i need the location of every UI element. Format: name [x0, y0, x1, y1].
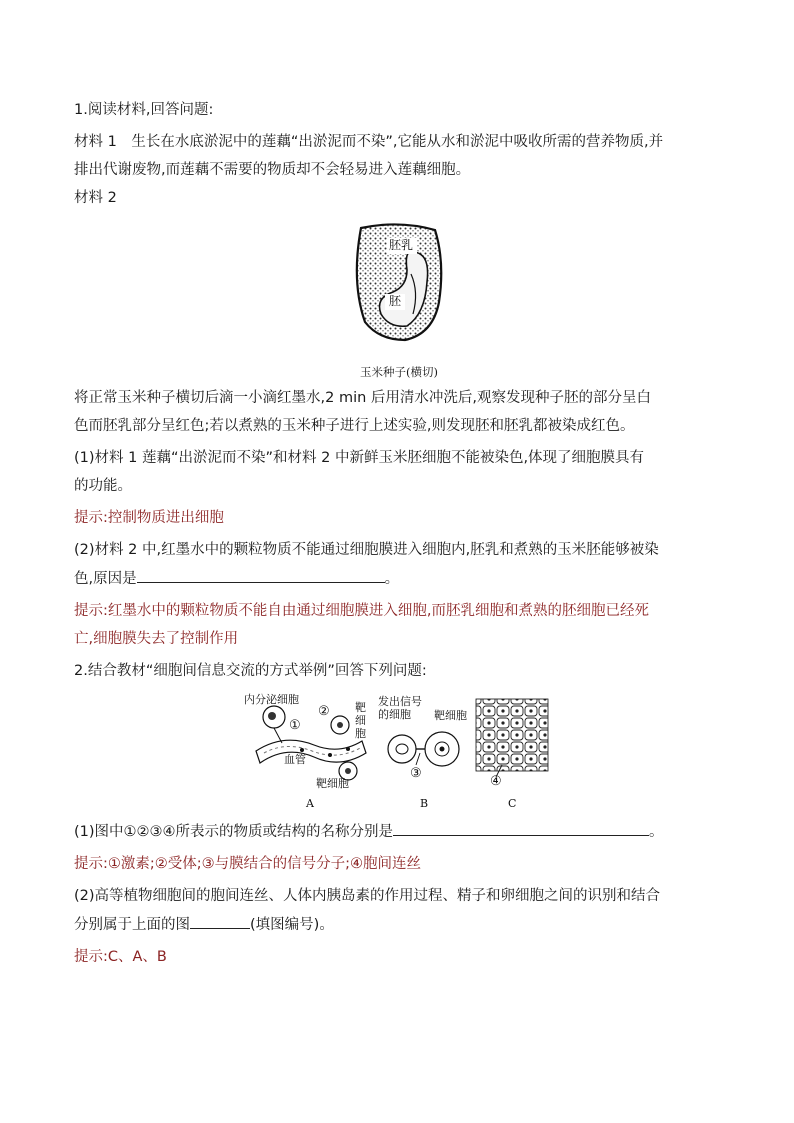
panel-b-label: B: [420, 797, 429, 810]
label-target-cell-a: 靶细胞: [355, 701, 366, 740]
mark-2: ②: [318, 704, 330, 719]
q2-title: 2.结合教材“细胞间信息交流的方式举例”回答下列问题:: [74, 663, 427, 679]
q2-sub1-suffix: 。: [649, 824, 664, 840]
panel-c-label: C: [508, 797, 517, 810]
mark-1: ①: [289, 718, 301, 733]
q2-hint2: 提示:C、A、B: [74, 949, 167, 965]
q1-material1-line1: 材料 1 生长在水底淤泥中的莲藕“出淤泥而不染”,它能从水和淤泥中吸收所需的营养物质,并: [74, 134, 664, 150]
q1-sub1-line2: 的功能。: [74, 478, 132, 494]
label-embryo: 胚: [389, 294, 402, 308]
q1-sub2-answer-blank[interactable]: [137, 564, 385, 583]
q1-title: 1.阅读材料,回答问题:: [74, 102, 214, 118]
q2-sub2-line2: [74, 910, 724, 939]
q2-sub2-suffix: (填图编号)。: [250, 917, 334, 933]
q1-sub2-line1: (2)材料 2 中,红墨水中的颗粒物质不能通过细胞膜进入细胞内,胚乳和煮熟的玉米胚能够被染: [74, 542, 659, 558]
label-endocrine-cell: 内分泌细胞: [244, 693, 299, 706]
worksheet: [74, 96, 724, 971]
q2-sub2-line1: (2)高等植物细胞间的胞间连丝、人体内胰岛素的作用过程、精子和卵细胞之间的识别和结合: [74, 888, 661, 904]
mark-4: ④: [490, 774, 502, 789]
q1-hint2-line2: 亡,细胞膜失去了控制作用: [74, 631, 239, 647]
q1-sub2-line2: [74, 564, 724, 593]
q2-hint1: 提示:①激素;②受体;③与膜结合的信号分子;④胞间连丝: [74, 856, 422, 872]
q1-material2-line2: 色而胚乳部分呈红色;若以煮熟的玉米种子进行上述实验,则发现胚和胚乳都被染成红色。: [74, 418, 635, 434]
q1-sub2-suffix: 。: [384, 571, 400, 587]
q1-hint2-line1: 提示:红墨水中的颗粒物质不能自由通过细胞膜进入细胞,而胚乳细胞和煮熟的胚细胞已经死: [74, 603, 649, 619]
q2-sub1-answer-blank[interactable]: [393, 817, 649, 836]
q1-sub1-line1: (1)材料 1 莲藕“出淤泥而不染”和材料 2 中新鲜玉米胚细胞不能被染色,体现了细胞膜具有: [74, 450, 645, 466]
q2-sub1: [74, 817, 724, 846]
label-signal-cell: 发出信号的细胞: [378, 695, 422, 721]
q2-sub2-answer-blank[interactable]: [190, 910, 250, 929]
q2-sub2-prefix: 分别属于上面的图: [74, 917, 190, 933]
panel-a-label: A: [306, 797, 314, 810]
cell-signaling-figure: [244, 693, 554, 811]
q1-material1-line2: 排出代谢废物,而莲藕不需要的物质却不会轻易进入莲藕细胞。: [74, 162, 471, 178]
corn-seed-figure: [349, 222, 449, 362]
label-blood-vessel: 血管: [284, 753, 306, 766]
label-endosperm: 胚乳: [389, 238, 414, 252]
q1-sub2-prefix: 色,原因是: [74, 571, 137, 587]
label-target-cell-a-bottom: 靶细胞: [316, 777, 349, 790]
q1-material2-line1: 将正常玉米种子横切后滴一小滴红墨水,2 min 后用清水冲洗后,观察发现种子胚的部分呈白: [74, 390, 652, 406]
corn-seed-caption: 玉米种子(横切): [360, 365, 438, 379]
q1-material2-label: 材料 2: [74, 190, 117, 206]
q2-sub1-prefix: (1)图中①②③④所表示的物质或结构的名称分别是: [74, 824, 394, 840]
mark-3: ③: [410, 766, 422, 781]
label-target-cell-b: 靶细胞: [434, 709, 467, 722]
q1-hint1: 提示:控制物质进出细胞: [74, 510, 224, 526]
